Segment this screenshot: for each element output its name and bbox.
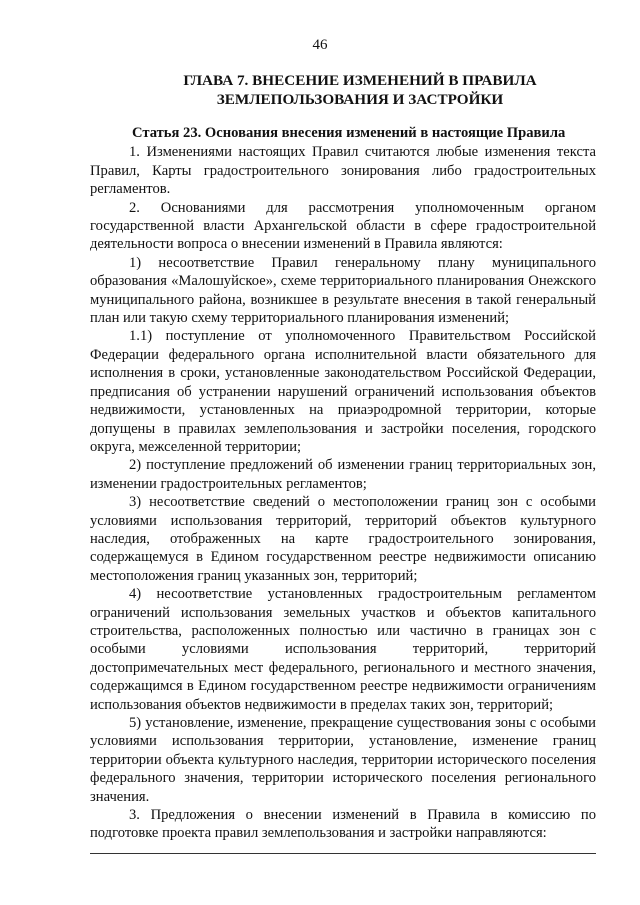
footer-divider [90, 853, 596, 854]
paragraph: 2. Основаниями для рассмотрения уполномоченным органом государственной власти Архангельской области в сфере градостроительной деятельности вопроса о внесении изменений в Правила являются: [90, 199, 596, 253]
page-number: 46 [312, 37, 328, 53]
paragraph: 3. Предложения о внесении изменений в Правила в комиссию по подготовке проекта правил землепользования и застройки направляются: [90, 807, 596, 842]
paragraph: 1. Изменениями настоящих Правил считаются любые изменения текста Правил, Карты градостроительного зонирования либо градостроительных регламентов. [90, 144, 596, 198]
list-item: 3) несоответствие сведений о местоположении границ зон с особыми условиями использования территорий, территорий объектов культурного наследия, отображенных на карте градостроительного зонирования, содержащемуся в Едином государственном реестре недвижимости описанию местоположения границ указанных зон, территорий; [90, 494, 596, 584]
list-item: 4) несоответствие установленных градостроительным регламентом ограничений использования земельных участков и объектов капитального строительства, расположенных полностью или частично в границах зон с особыми условиями использования территорий, территорий достопримечательных мест федерального, регионального и местного значения, содержащимся в Едином государственном реестре недвижимости ограничениям использования объектов недвижимости в пределах таких зон, территорий; [90, 586, 596, 713]
list-item: 2) поступление предложений об изменении границ территориальных зон, изменении градостроительных регламентов; [90, 457, 596, 492]
chapter-title-line-1: ГЛАВА 7. ВНЕСЕНИЕ ИЗМЕНЕНИЙ В ПРАВИЛА [183, 72, 537, 89]
list-item: 5) установление, изменение, прекращение существования зоны с особыми условиями использования территории, установление, изменение границ территории объекта культурного наследия, территории исторического поселения федерального значения, территории исторического поселения регионального значения. [90, 715, 596, 805]
document-body [90, 124, 596, 843]
chapter-title-line-2: ЗЕМЛЕПОЛЬЗОВАНИЯ И ЗАСТРОЙКИ [216, 91, 504, 108]
list-item: 1.1) поступление от уполномоченного Правительством Российской Федерации федерального органа исполнительной власти обязательного для исполнения в сроки, установленные законодательством Российской Федерации, предписания об устранении нарушений ограничений использования объектов недвижимости, установленных на приаэродромной территории, которые допущены в правилах землепользования и застройки поселения, городского округа, межселенной территории; [90, 328, 596, 455]
article-title: Статья 23. Основания внесения изменений в настоящие Правила [132, 125, 566, 141]
list-item: 1) несоответствие Правил генеральному плану муниципального образования «Малошуйское», схеме территориального планирования Онежского муниципального района, возникшее в результате внесения в такой генеральный план или такую схему территориального планирования изменений; [90, 254, 596, 327]
chapter-title [120, 71, 600, 109]
